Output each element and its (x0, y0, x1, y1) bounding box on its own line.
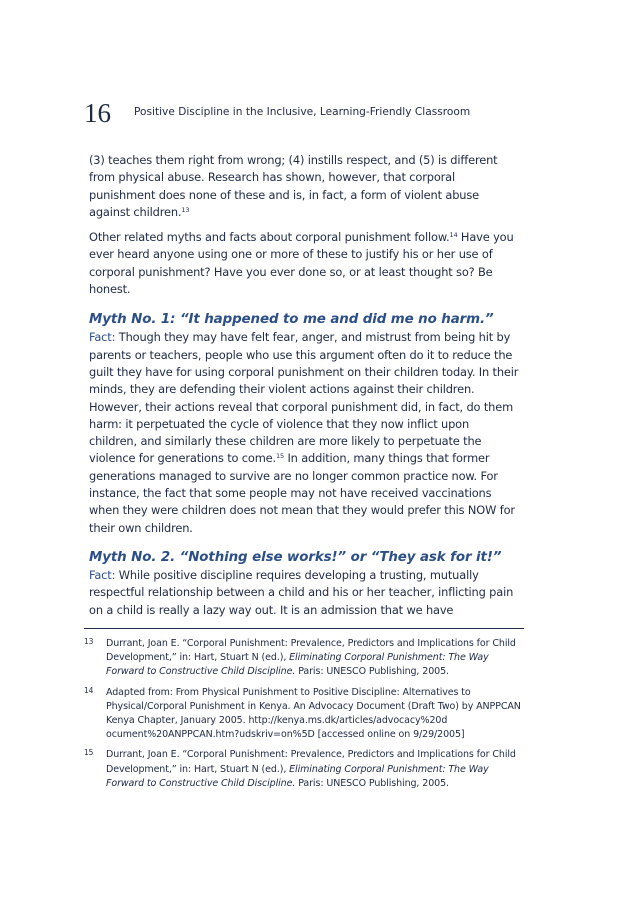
fact-label: Fact: (89, 330, 116, 345)
running-title: Positive Discipline in the Inclusive, Learning-Friendly Classroom (134, 106, 471, 118)
body-text (89, 152, 519, 619)
page-number: 16 (84, 98, 111, 128)
footnote-divider (84, 628, 524, 629)
fact-text: Though they may have felt fear, anger, and mistrust from being hit by parents or teachers, people who use this argument often do it to reduce the guilt they have for using corporal punishment on their children today. In their minds, they are defending their violent actions against their children. However, their actions reveal that corporal punishment did, in fact, do them harm: it perpetuated the cycle of violence that they now inflict upon children, and similarly these children are more likely to perpetuate the violence for generations to come. (89, 330, 519, 466)
footnote-text: Paris: UNESCO Publishing, 2005. (295, 777, 449, 789)
footnote-ref[interactable]: 15 (276, 452, 284, 461)
footnote-text: Durrant, Joan E. “Corporal Punishment: Prevalence, Predictors and Implications for Child Development,” in: Hart, Stuart N (ed.), (106, 749, 516, 775)
fact-label: Fact: (89, 567, 116, 582)
footnote-title: Eliminating Corporal Punishment: The Way Forward to Constructive Child Discipline. (106, 652, 489, 678)
footnote-number: 15 (84, 748, 94, 758)
paragraph-myths-intro (89, 229, 519, 298)
myth-1-fact (89, 329, 519, 537)
footnote-14 (84, 686, 524, 743)
footnote-title: Eliminating Corporal Punishment: The Way Forward to Constructive Child Discipline. (106, 763, 489, 789)
fact-text: While positive discipline requires developing a trusting, mutually respectful relationship between a child and his or her teacher, inflicting pain on a child is really a lazy way out. It is an admission that we have (89, 567, 514, 617)
fact-text: In addition, many things that former generations managed to survive are no longer common practice now. For instance, the fact that some people may not have received vaccinations when they were children does not mean that they would prefer this NOW for their own children. (89, 451, 515, 535)
footnote-ref[interactable]: 13 (181, 205, 190, 214)
paragraph-intro (89, 152, 519, 221)
footnote-text: Adapted from: From Physical Punishment to Positive Discipline: Alternatives to Physical/Corporal Punishment in Kenya. An Advocacy Document (Draft Two) by ANPPCAN Kenya Chapter, January 2005. http://kenya.ms.dk/articles/advocacy%20d ocument%20ANPPCAN.htm?udskriv=on%5D [accessed online on 9/29/2005] (106, 686, 521, 741)
footnote-ref[interactable]: 14 (449, 231, 458, 240)
myth-2-fact (89, 567, 519, 619)
page-header (84, 98, 564, 134)
footnotes (84, 637, 524, 797)
footnote-number: 13 (84, 637, 94, 646)
myth-1-heading: Myth No. 1: “It happened to me and did me no harm.” (89, 312, 494, 328)
paragraph-text: (3) teaches them right from wrong; (4) instills respect, and (5) is different from physical abuse. Research has shown, however, that corporal punishment does none of these and is, in fact, a form of violent abuse against children. (89, 153, 498, 219)
footnote-13 (84, 637, 524, 680)
footnote-text: Durrant, Joan E. “Corporal Punishment: Prevalence, Predictors and Implications for Child Development,” in: Hart, Stuart N (ed.), (106, 638, 516, 664)
footnote-number: 14 (84, 685, 94, 695)
myth-2-heading: Myth No. 2. “Nothing else works!” or “They ask for it!” (89, 549, 502, 565)
paragraph-text: Other related myths and facts about corporal punishment follow. (89, 230, 450, 245)
footnote-15 (84, 748, 524, 791)
paragraph-text: Have you ever heard anyone using one or more of these to justify his or her use of corporal punishment? Have you ever done so, or at least thought so? Be honest. (89, 230, 514, 297)
footnote-text: Paris: UNESCO Publishing, 2005. (295, 666, 449, 678)
